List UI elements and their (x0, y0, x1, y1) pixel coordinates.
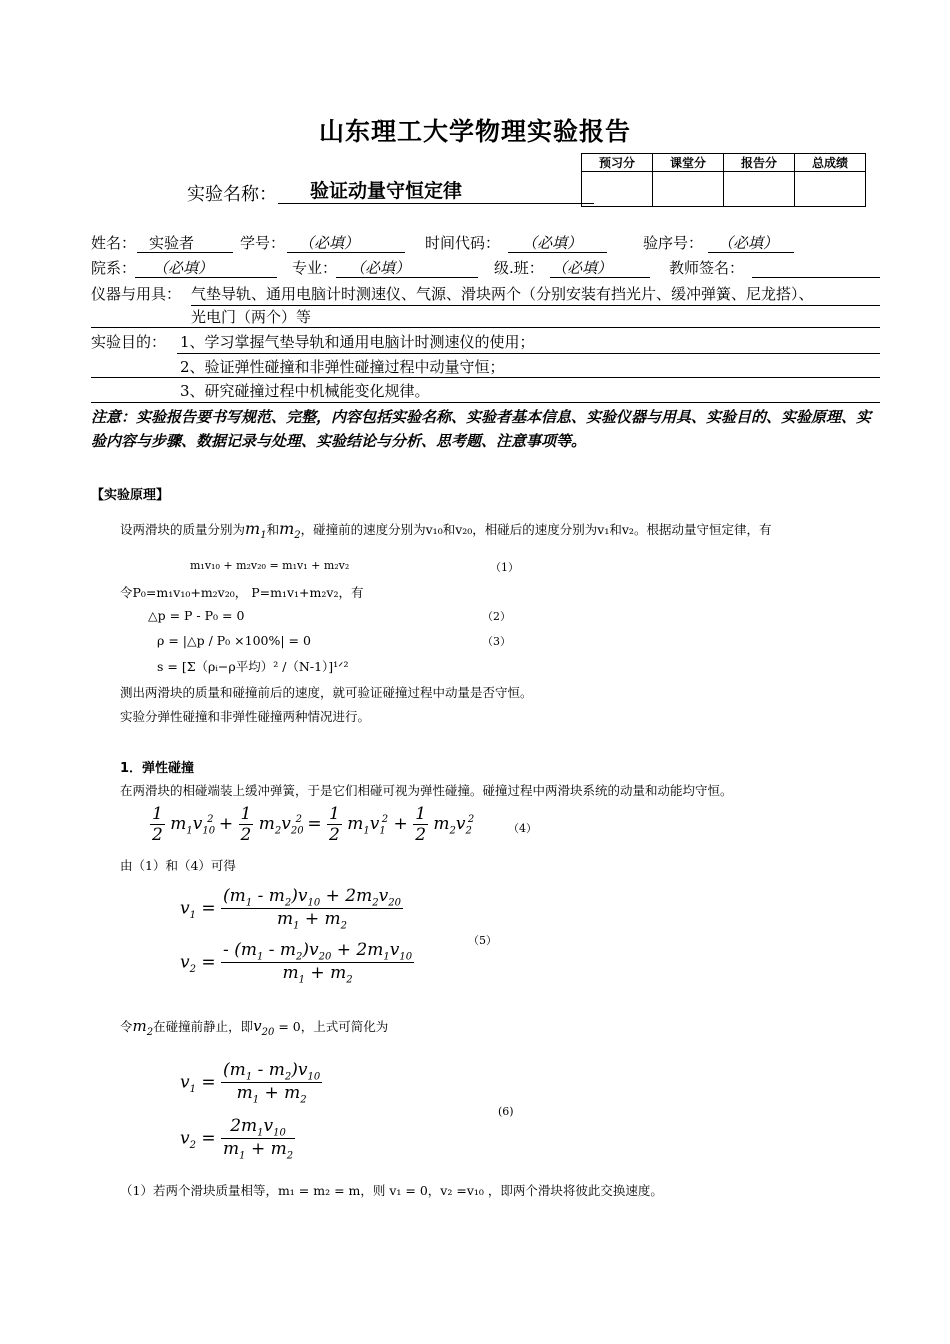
from-text: 由（1）和（4）可得 (120, 858, 236, 873)
major-label: 专业： (292, 259, 338, 277)
equation-number: (6) (498, 1105, 514, 1118)
purpose-label: 实验目的： (91, 333, 167, 351)
divider (91, 377, 880, 378)
divider (177, 353, 880, 354)
intro-text: ，碰撞前的速度分别为v₁₀和v₂₀，相碰后的速度分别为v₁和v₂。根据动量守恒定律，有 (300, 522, 772, 537)
report-title: 山东理工大学物理实验报告 (318, 117, 631, 146)
let-text: 在碰撞前静止，即 (153, 1019, 254, 1034)
score-cell[interactable] (795, 172, 866, 207)
score-header: 课堂分 (653, 154, 724, 172)
seq-value: （必填） (718, 234, 779, 252)
score-cell[interactable] (724, 172, 795, 207)
class-field[interactable] (550, 257, 650, 278)
student-id-value: （必填） (299, 234, 360, 252)
name-value: 实验者 (149, 234, 195, 252)
seq-label: 验序号： (643, 234, 704, 252)
let-m2-text: 令$m_2$在碰撞前静止，即$v_{20} = 0$，上式可简化为 (120, 1017, 389, 1038)
equation-5a: $v_1$ = $\frac{(m_1 - m_2)v_{10} + 2m_2v_{20}}{m_1 + m_2}$ (180, 886, 401, 932)
class-label: 级.班： (494, 259, 544, 277)
instruments-label: 仪器与用具： (91, 285, 182, 303)
time-code-field[interactable] (508, 232, 607, 253)
purpose-item: 2、验证弹性碰撞和非弹性碰撞过程中动量守恒； (180, 358, 505, 376)
name-label: 姓名： (91, 234, 137, 252)
equation-number: （5） (468, 934, 497, 947)
equation-4: $\frac{1}{2}$ $m_1v_{10}^2$ + $\frac{1}{2}$ $m_2v_{20}^2$ = $\frac{1}{2}$ $m_1v_1^2$ + $\frac{1}{2}$ $m_2v_2^2$ (152, 804, 475, 845)
equation-6a: $v_1$ = $\frac{(m_1 - m_2)v_{10}}{m_1 + m_2}$ (180, 1060, 321, 1106)
equation-number: （2） (482, 610, 511, 623)
class-value: （必填） (552, 259, 613, 277)
dept-label: 院系： (91, 259, 137, 277)
equation-2: △p = P - P₀ = 0 (148, 608, 245, 623)
score-header: 预习分 (582, 154, 653, 172)
equation-3: ρ = |△p / P₀ ×100%| = 0 (157, 633, 311, 648)
note-text: 注意：实验报告要书写规范、完整，内容包括实验名称、实验者基本信息、实验仪器与用具、实验目的、实验原理、实验内容与步骤、数据记录与处理、实验结论与分析、思考题、注意事项等。 (91, 408, 872, 450)
let-p-text: 令P₀=m₁v₁₀+m₂v₂₀， P=m₁v₁+m₂v₂，有 (120, 585, 364, 600)
intro-and: 和 (266, 522, 280, 537)
dept-field[interactable] (135, 257, 277, 278)
divider (91, 402, 880, 403)
purpose-item: 3、研究碰撞过程中机械能变化规律。 (180, 382, 430, 400)
principle-intro: 设两滑块的质量分别为$m_1$和$m_2$，碰撞前的速度分别为v₁₀和v₂₀，相碰后的速度分别为v₁和v₂。根据动量守恒定律，有 (120, 519, 772, 542)
score-table (581, 153, 866, 207)
experiment-name: 验证动量守恒定律 (278, 176, 594, 204)
score-header: 报告分 (724, 154, 795, 172)
name-field[interactable] (137, 232, 233, 253)
time-code-label: 时间代码： (425, 234, 501, 252)
seq-field[interactable] (708, 232, 794, 253)
principle-heading: 【实验原理】 (91, 488, 170, 503)
major-value: （必填） (350, 259, 411, 277)
let-text: 令 (120, 1019, 133, 1034)
elastic-heading: 1．弹性碰撞 (120, 761, 195, 776)
cases-text: 实验分弹性碰撞和非弹性碰撞两种情况进行。 (120, 709, 371, 724)
equation-5b: $v_2$ = $\frac{- (m_1 - m_2)v_{20} + 2m_1v_{10}}{m_1 + m_2}$ (180, 940, 413, 986)
student-id-label: 学号： (240, 234, 286, 252)
equation-6b: $v_2$ = $\frac{2m_1v_{10}}{m_1 + m_2}$ (180, 1116, 294, 1162)
instruments-line1: 气垫导轨、通用电脑计时测速仪、气源、滑块两个（分别安装有挡光片、缓冲弹簧、尼龙搭）、 (191, 285, 814, 303)
major-field[interactable] (336, 257, 478, 278)
measure-text: 测出两滑块的质量和碰撞前后的速度，就可验证碰撞过程中动量是否守恒。 (120, 685, 533, 700)
score-header: 总成绩 (795, 154, 866, 172)
divider (91, 327, 880, 328)
equation-number: （1） (490, 561, 519, 574)
teacher-sign-field[interactable] (752, 257, 880, 278)
time-code-value: （必填） (522, 234, 583, 252)
intro-text: 设两滑块的质量分别为 (120, 522, 246, 537)
dept-value: （必填） (153, 259, 214, 277)
purpose-item: 1、学习掌握气垫导轨和通用电脑计时测速仪的使用； (180, 333, 535, 351)
score-cell[interactable] (653, 172, 724, 207)
equation-number: （3） (482, 635, 511, 648)
equation-s: s = [Σ（ρᵢ−ρ平均）² /（N-1）]¹ᐟ² (157, 659, 349, 674)
case1-text: （1）若两个滑块质量相等，m₁ = m₂ = m，则 v₁ = 0，v₂ =v₁₀ ，即两个滑块将彼此交换速度。 (120, 1183, 663, 1198)
experiment-name-label: 实验名称： (187, 184, 277, 205)
let-text: ，上式可简化为 (300, 1019, 389, 1034)
instruments-line2: 光电门（两个）等 (191, 308, 312, 326)
student-id-field[interactable] (287, 232, 405, 253)
equation-number: （4） (508, 822, 537, 835)
equation-1: m₁v₁₀ + m₂v₂₀ = m₁v₁ + m₂v₂ (190, 559, 350, 572)
teacher-sign-label: 教师签名： (669, 259, 745, 277)
elastic-desc: 在两滑块的相碰端装上缓冲弹簧，于是它们相碰可视为弹性碰撞。碰撞过程中两滑块系统的动量和动能均守恒。 (120, 783, 733, 798)
